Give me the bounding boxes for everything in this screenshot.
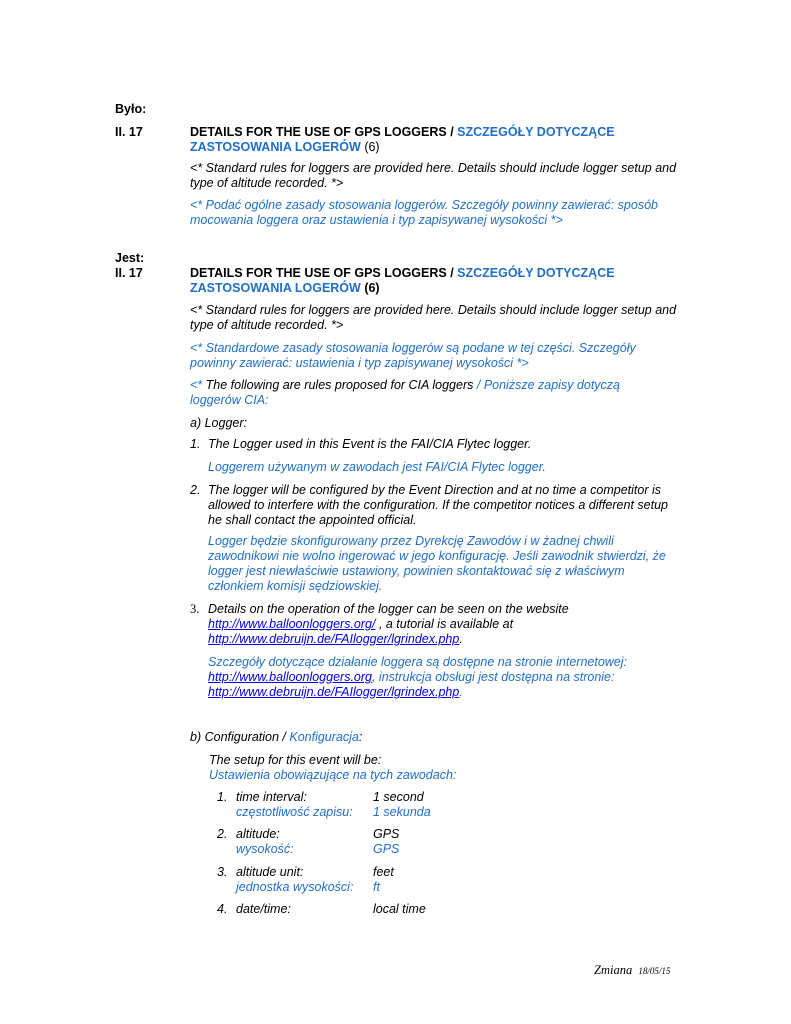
is-title (190, 266, 690, 296)
list-number: 4. (217, 902, 228, 916)
config-key-pl: częstotliwość zapisu: (236, 805, 353, 819)
logger-item-2-pl-wrap (190, 534, 680, 594)
cia-intro (190, 378, 650, 408)
setup-en: The setup for this event will be: (209, 753, 382, 767)
debruijn-link[interactable]: http://www.debruijn.de/FAIlogger/lgrindex.php (208, 632, 460, 646)
logger-item-3-en (208, 602, 598, 647)
is-rule-number: II. 17 (115, 266, 143, 280)
item3-en-part-3: . (459, 632, 463, 646)
item3-pl-part-2: , instrukcja obsługi jest dostępna na stronie: (371, 670, 615, 684)
config-key: time interval: (236, 790, 307, 804)
footer-word: Zmiana (594, 963, 633, 977)
was-title-suffix: (6) (360, 140, 380, 154)
is-title-en: DETAILS FOR THE USE OF GPS LOGGERS / (190, 266, 458, 280)
was-title-en: DETAILS FOR THE USE OF GPS LOGGERS / (190, 125, 458, 139)
logger-item-3-pl-wrap (190, 655, 680, 700)
config-value: 1 second (373, 790, 424, 804)
is-title-suffix: (6) (360, 281, 380, 295)
section-a-heading: a) Logger: (190, 416, 247, 430)
config-value: GPS (373, 827, 400, 841)
list-number: 3. (190, 602, 200, 616)
footer-date: 18/05/15 (638, 966, 671, 976)
cia-pl: Poniższe zapisy dotyczą loggerów CIA: (190, 378, 620, 407)
is-title-pl: SZCZEGÓŁY DOTYCZĄCE ZASTOSOWANIA LOGERÓW (190, 266, 615, 295)
config-key: altitude unit: (236, 865, 304, 879)
setup-pl: Ustawienia obowiązujące na tych zawodach: (209, 768, 457, 782)
was-label: Było: (115, 102, 147, 116)
section-b-heading (190, 730, 690, 745)
was-title-pl: SZCZEGÓŁY DOTYCZĄCE ZASTOSOWANIA LOGERÓW (190, 125, 615, 154)
section-b-en: b) Configuration / (190, 730, 290, 744)
config-key: date/time: (236, 902, 291, 916)
is-note-en: <* Standard rules for loggers are provided here. Details should include logger setup and type of altitude recorded. *> (190, 303, 677, 332)
list-number: 1. (190, 437, 201, 451)
logger-item-2-en: The logger will be configured by the Event Direction and at no time a competitor is allowed to interfere with the configuration. If the competitor notices a different setup he shall contact the appointed official. (208, 483, 668, 527)
logger-item-3 (190, 602, 680, 647)
debruijn-link-pl[interactable]: http://www.debruijn.de/FAIlogger/lgrindex.php (208, 685, 460, 699)
item3-pl-part-3: . (459, 685, 463, 699)
list-number: 1. (217, 790, 228, 804)
logger-item-1-en: The Logger used in this Event is the FAI/CIA Flytec logger. (208, 437, 532, 451)
cia-open: <* (190, 378, 203, 392)
item3-pl-part-1: Szczegóły dotyczące działanie loggera są dostępne na stronie internetowej: (208, 655, 628, 669)
config-value: local time (373, 902, 426, 916)
logger-item-1-pl-wrap (190, 460, 680, 475)
logger-item-1-pl: Loggerem używanym w zawodach jest FAI/CIA Flytec logger. (208, 460, 546, 474)
cia-en: The following are rules proposed for CIA loggers (202, 378, 477, 392)
page-footer (594, 963, 670, 978)
logger-item-3-pl (208, 655, 648, 700)
list-number: 3. (217, 865, 228, 879)
cia-slash: / (476, 378, 481, 392)
config-value: feet (373, 865, 394, 879)
was-title (190, 125, 690, 155)
config-value-pl: ft (373, 880, 380, 894)
section-b-pl: Konfiguracja (289, 730, 359, 744)
config-key-pl: wysokość: (236, 842, 294, 856)
balloonloggers-link-pl[interactable]: http://www.balloonloggers.org (208, 670, 372, 684)
logger-item-1 (190, 437, 680, 452)
config-key-pl: jednostka wysokości: (236, 880, 354, 894)
was-note-pl: <* Podać ogólne zasady stosowania loggerów. Szczegóły powinny zawierać: sposób mocowania loggera oraz ustawienia i typ zapisywanej wysokości *> (190, 198, 658, 227)
config-key: altitude: (236, 827, 280, 841)
logger-item-2 (190, 483, 680, 528)
was-rule-number: II. 17 (115, 125, 143, 139)
item3-en-part-1: Details on the operation of the logger can be seen on the website (208, 602, 569, 616)
list-number: 2. (190, 483, 201, 497)
list-number: 2. (217, 827, 228, 841)
config-value-pl: 1 sekunda (373, 805, 431, 819)
config-value-pl: GPS (373, 842, 400, 856)
balloonloggers-link[interactable]: http://www.balloonloggers.org/ (208, 617, 376, 631)
was-note-en: <* Standard rules for loggers are provided here. Details should include logger setup and type of altitude recorded. *> (190, 161, 677, 190)
section-b-colon: : (358, 730, 363, 744)
is-note-pl: <* Standardowe zasady stosowania loggerów są podane w tej części. Szczegóły powinny zawierać: ustawienia i typ zapisywanej wysokości *> (190, 341, 636, 370)
is-label: Jest: (115, 251, 145, 265)
item3-en-part-2: , a tutorial is available at (375, 617, 514, 631)
logger-item-2-pl: Logger będzie skonfigurowany przez Dyrekcję Zawodów i w żadnej chwili zawodnikowi nie wolno ingerować w jego konfigurację. Jeśli zawodnik stwierdzi, że logger jest niewłaściwie ustawiony, powinien skontaktować się z właściwym członkiem komisji sędziowskiej. (208, 534, 666, 593)
